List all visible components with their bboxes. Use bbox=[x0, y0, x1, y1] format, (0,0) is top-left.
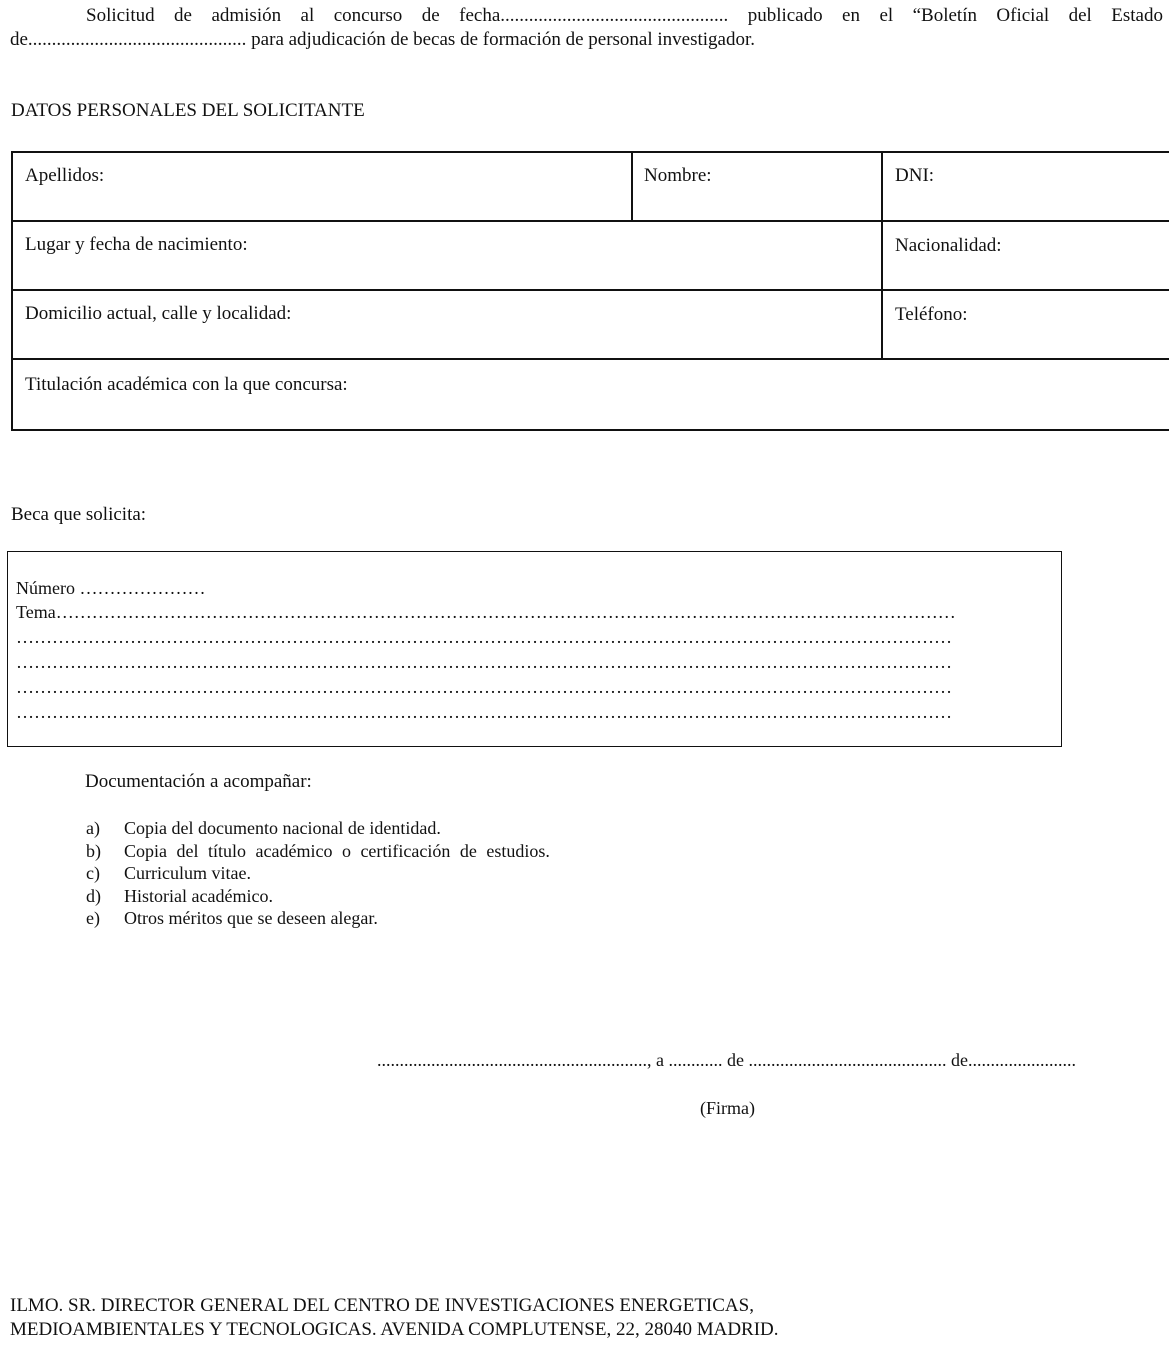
table-border-bottom bbox=[11, 429, 1169, 431]
list-item bbox=[86, 862, 550, 885]
docs-title: Documentación a acompañar: bbox=[85, 771, 312, 792]
field-apellidos[interactable]: Apellidos: bbox=[25, 165, 105, 186]
beca-tema-line[interactable]: ………………………………………………………………………………………………………………………………………… bbox=[16, 652, 952, 672]
list-item-text: Copia del documento nacional de identidad. bbox=[124, 818, 441, 838]
beca-tema-line[interactable]: ………………………………………………………………………………………………………………………………………… bbox=[16, 677, 952, 697]
list-item-letter: e) bbox=[86, 908, 100, 928]
list-item-letter: a) bbox=[86, 818, 100, 838]
list-item bbox=[86, 885, 550, 908]
field-nacionalidad[interactable]: Nacionalidad: bbox=[895, 235, 1002, 256]
list-item-text: Copia del título académico o certificación de estudios. bbox=[124, 840, 550, 861]
field-nombre[interactable]: Nombre: bbox=[644, 165, 712, 186]
field-titulacion[interactable]: Titulación académica con la que concursa: bbox=[25, 374, 348, 395]
list-item-letter: b) bbox=[86, 840, 101, 861]
field-telefono[interactable]: Teléfono: bbox=[895, 304, 968, 325]
table-row-divider bbox=[11, 220, 1169, 222]
intro-line-2: de.............................................. para adjudicación de becas de formación de personal investigador. bbox=[10, 29, 756, 50]
section-title: DATOS PERSONALES DEL SOLICITANTE bbox=[11, 100, 365, 121]
list-item-text: Otros méritos que se deseen alegar. bbox=[124, 908, 378, 928]
address-line-2: MEDIOAMBIENTALES Y TECNOLOGICAS. AVENIDA COMPLUTENSE, 22, 28040 MADRID. bbox=[10, 1319, 779, 1340]
beca-tema-line[interactable]: ………………………………………………………………………………………………………………………………………… bbox=[16, 627, 952, 647]
docs-list bbox=[86, 817, 550, 930]
list-item-letter: d) bbox=[86, 885, 101, 906]
beca-numero-field[interactable]: Número ………………… bbox=[16, 578, 206, 598]
date-place-line[interactable]: ............................................................, a ............ de ............................................ de........................ bbox=[377, 1050, 1076, 1070]
field-domicilio[interactable]: Domicilio actual, calle y localidad: bbox=[25, 303, 292, 324]
beca-tema-field[interactable]: Tema…………………………………………………………………………………………………………………………………… bbox=[16, 602, 956, 622]
list-item-text: Historial académico. bbox=[124, 885, 273, 906]
table-border-left bbox=[11, 151, 13, 431]
table-row-divider bbox=[11, 358, 1169, 360]
field-dni[interactable]: DNI: bbox=[895, 165, 935, 186]
intro-paragraph bbox=[10, 4, 1163, 52]
table-col-divider bbox=[631, 151, 633, 221]
list-item bbox=[86, 840, 550, 863]
beca-box bbox=[7, 551, 1062, 747]
recipient-address bbox=[10, 1294, 779, 1342]
signature-label: (Firma) bbox=[700, 1098, 755, 1118]
address-line-1: ILMO. SR. DIRECTOR GENERAL DEL CENTRO DE INVESTIGACIONES ENERGETICAS, bbox=[10, 1295, 754, 1316]
table-col-divider bbox=[881, 151, 883, 359]
field-lugar-fecha-nacimiento[interactable]: Lugar y fecha de nacimiento: bbox=[25, 234, 248, 255]
list-item bbox=[86, 907, 550, 930]
table-border-top bbox=[11, 151, 1169, 153]
list-item-letter: c) bbox=[86, 863, 100, 883]
list-item bbox=[86, 817, 550, 840]
beca-tema-line[interactable]: ………………………………………………………………………………………………………………………………………… bbox=[16, 702, 952, 722]
beca-label: Beca que solicita: bbox=[11, 504, 147, 525]
intro-line-1: Solicitud de admisión al concurso de fecha................................................ publicado en el “Boletín Oficial del Estado bbox=[86, 5, 1163, 26]
list-item-text: Curriculum vitae. bbox=[124, 863, 251, 883]
table-row-divider bbox=[11, 289, 1169, 291]
